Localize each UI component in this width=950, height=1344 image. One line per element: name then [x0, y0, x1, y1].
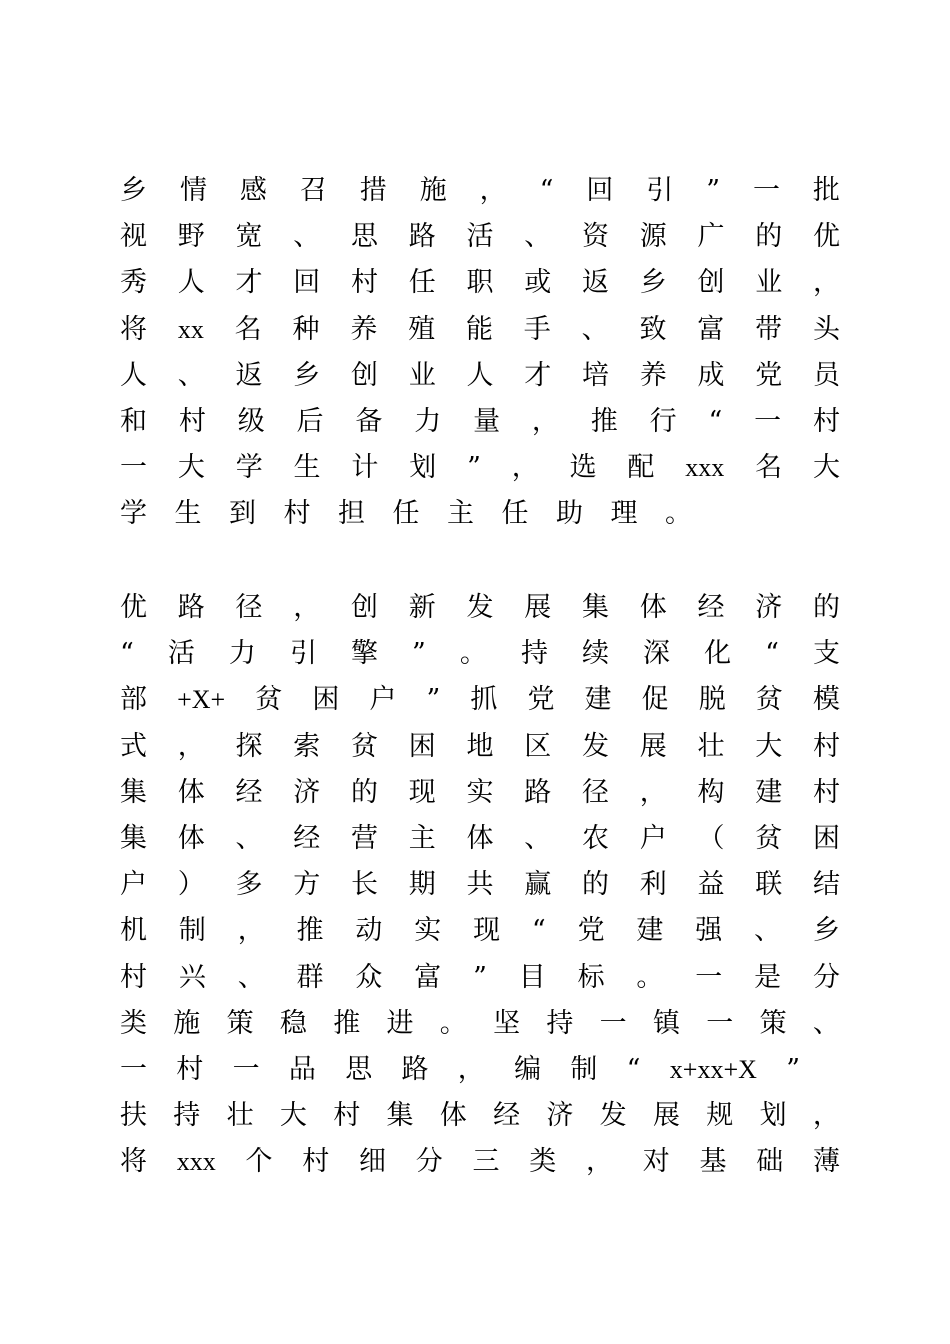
text-glyph: 召 — [299, 175, 327, 206]
text-glyph: 村 — [812, 405, 840, 437]
text-glyph: 大 — [812, 452, 840, 484]
text-glyph: 将 — [120, 1146, 147, 1178]
text-glyph: 制 — [178, 915, 206, 947]
text-glyph: 深 — [643, 638, 671, 670]
text-glyph: 生 — [174, 498, 202, 530]
text-glyph: 乡 — [120, 175, 147, 206]
text-glyph: 发 — [466, 592, 494, 623]
text-glyph: 一 — [752, 175, 780, 206]
text-glyph: 实 — [466, 776, 494, 808]
text-glyph: 的 — [582, 869, 609, 901]
text-glyph: 建 — [584, 684, 612, 716]
text-glyph: 区 — [524, 730, 552, 762]
text-glyph: 经 — [697, 592, 725, 623]
text-glyph: 村 — [120, 961, 147, 993]
text-glyph: 宽 — [235, 221, 263, 253]
text-glyph: 农 — [582, 822, 609, 854]
text-glyph: 划 — [759, 1100, 787, 1132]
text-glyph: 展 — [639, 730, 667, 762]
text-glyph: 大 — [177, 452, 205, 484]
text-glyph: 乡 — [812, 915, 840, 947]
text-glyph: 任 — [408, 267, 436, 299]
text-glyph: 机 — [120, 915, 147, 947]
text-glyph: 的 — [755, 221, 783, 253]
text-glyph: 是 — [754, 961, 782, 993]
text-glyph: 养 — [639, 359, 667, 391]
text-glyph: 将 — [120, 313, 147, 345]
text-line — [120, 307, 840, 353]
paragraph-2 — [120, 585, 840, 1185]
text-glyph: 推 — [590, 405, 618, 437]
text-glyph: 主 — [447, 498, 474, 530]
text-glyph: 稳 — [279, 1007, 307, 1039]
text-glyph: 的 — [813, 592, 840, 623]
text-glyph: 模 — [812, 684, 840, 716]
text-glyph: 、 — [754, 915, 782, 947]
text-line — [120, 353, 840, 399]
text-glyph: 广 — [697, 221, 725, 253]
text-glyph: 能 — [465, 313, 493, 345]
text-glyph: 任 — [392, 498, 420, 530]
text-glyph: 现 — [408, 776, 436, 808]
text-glyph: ， — [813, 267, 840, 299]
text-glyph: 村 — [333, 1100, 361, 1132]
text-glyph: 、 — [177, 359, 205, 391]
text-glyph: 动 — [355, 915, 383, 947]
text-glyph: +X+ — [177, 685, 226, 715]
text-line — [120, 1001, 840, 1047]
text-glyph: ， — [457, 1053, 485, 1085]
text-glyph: 强 — [695, 915, 723, 947]
text-glyph: 基 — [699, 1146, 727, 1178]
text-glyph: 理 — [610, 498, 638, 530]
text-glyph: 优 — [120, 592, 147, 623]
text-line — [120, 168, 840, 214]
text-line — [120, 724, 840, 770]
text-glyph: 手 — [523, 313, 551, 345]
text-glyph: 贫 — [755, 684, 783, 716]
text-glyph: 返 — [582, 267, 609, 299]
text-glyph: xx — [177, 314, 204, 344]
text-glyph: 户 — [120, 869, 147, 901]
text-glyph: 路 — [177, 592, 205, 623]
text-glyph: 村 — [178, 405, 206, 437]
text-glyph: 职 — [466, 267, 494, 299]
text-glyph: 种 — [292, 313, 320, 345]
text-glyph: 贫 — [255, 684, 283, 716]
text-glyph: 壮 — [697, 730, 725, 762]
text-glyph: ， — [177, 730, 205, 762]
text-line — [120, 908, 840, 954]
text-glyph: 。 — [459, 638, 487, 670]
text-glyph: 多 — [235, 869, 263, 901]
text-glyph: 促 — [641, 684, 669, 716]
text-glyph: 集 — [582, 592, 609, 623]
text-glyph: 困 — [408, 730, 436, 762]
text-glyph: 体 — [177, 822, 205, 854]
text-glyph: 后 — [296, 405, 324, 437]
text-glyph: 创 — [697, 267, 725, 299]
text-glyph: 村 — [813, 730, 840, 762]
text-glyph: 人 — [466, 359, 494, 391]
text-glyph: 编 — [514, 1053, 542, 1085]
text-glyph: 策 — [226, 1007, 254, 1039]
text-glyph: 才 — [235, 267, 263, 299]
text-glyph: 级 — [237, 405, 265, 437]
text-glyph: 探 — [235, 730, 263, 762]
text-glyph: 续 — [582, 638, 609, 670]
text-glyph: ， — [479, 175, 507, 206]
text-glyph: 一 — [120, 452, 147, 484]
text-glyph: 划 — [409, 452, 437, 484]
text-glyph: 施 — [173, 1007, 201, 1039]
text-glyph: 返 — [235, 359, 263, 391]
text-glyph: ” — [467, 452, 481, 484]
text-glyph: 体 — [439, 1100, 467, 1132]
text-glyph: 众 — [355, 961, 383, 993]
text-glyph: 建 — [636, 915, 664, 947]
text-glyph: 集 — [386, 1100, 414, 1132]
text-glyph: 规 — [706, 1100, 734, 1132]
text-glyph: 对 — [642, 1146, 670, 1178]
text-glyph: “ — [120, 638, 134, 670]
text-glyph: 营 — [351, 822, 378, 854]
text-glyph: 类 — [529, 1146, 557, 1178]
text-glyph: ） — [177, 869, 205, 901]
text-glyph: 经 — [293, 822, 321, 854]
text-glyph: 体 — [639, 592, 667, 623]
text-glyph: 活 — [466, 221, 494, 253]
text-glyph: 分 — [415, 1146, 443, 1178]
text-glyph: 方 — [293, 869, 321, 901]
text-glyph: 引 — [646, 175, 674, 206]
text-glyph: 力 — [228, 638, 256, 670]
text-glyph: 行 — [649, 405, 677, 437]
text-glyph: 资 — [582, 221, 609, 253]
text-glyph: 体 — [466, 822, 494, 854]
text-glyph: 济 — [293, 776, 321, 808]
text-glyph: 路 — [524, 776, 552, 808]
text-glyph: 薄 — [813, 1146, 840, 1178]
text-glyph: 成 — [697, 359, 725, 391]
text-glyph: 村 — [176, 1053, 204, 1085]
text-glyph: 展 — [652, 1100, 680, 1132]
text-glyph: 一 — [754, 405, 782, 437]
text-glyph: 优 — [813, 221, 840, 253]
text-glyph: 化 — [704, 638, 732, 670]
text-glyph: 路 — [401, 1053, 429, 1085]
text-line — [120, 770, 840, 816]
text-glyph: 学 — [235, 452, 263, 484]
text-glyph: 。 — [636, 961, 664, 993]
text-glyph: 、 — [524, 822, 552, 854]
text-glyph: 计 — [351, 452, 379, 484]
text-glyph: 主 — [408, 822, 436, 854]
text-glyph: 赢 — [524, 869, 552, 901]
text-glyph: 进 — [386, 1007, 414, 1039]
text-glyph: ” — [473, 961, 487, 993]
text-glyph: 殖 — [408, 313, 436, 345]
text-glyph: ， — [293, 592, 321, 623]
text-glyph: xxx — [685, 453, 725, 483]
text-glyph: 富 — [697, 313, 725, 345]
text-glyph: 名 — [234, 313, 262, 345]
text-glyph: 学 — [120, 498, 147, 530]
text-glyph: 感 — [239, 175, 267, 206]
text-glyph: 带 — [755, 313, 783, 345]
text-glyph: 一 — [695, 961, 723, 993]
text-glyph: “ — [708, 405, 723, 437]
text-glyph: 一 — [599, 1007, 627, 1039]
text-glyph: 推 — [296, 915, 324, 947]
text-glyph: 发 — [599, 1100, 627, 1132]
text-glyph: 群 — [296, 961, 324, 993]
text-glyph: 径 — [582, 776, 609, 808]
text-glyph: 济 — [755, 592, 783, 623]
text-glyph: 困 — [312, 684, 340, 716]
text-glyph: 一 — [232, 1053, 260, 1085]
text-glyph: 部 — [120, 684, 147, 716]
text-glyph: “ — [626, 1053, 641, 1085]
text-glyph: 力 — [414, 405, 442, 437]
text-glyph: 镇 — [652, 1007, 680, 1039]
text-glyph: 利 — [639, 869, 667, 901]
text-glyph: 构 — [697, 776, 725, 808]
text-glyph: 养 — [350, 313, 378, 345]
text-glyph: ， — [639, 776, 667, 808]
text-glyph: 坚 — [493, 1007, 521, 1039]
text-glyph: 员 — [813, 359, 840, 391]
text-glyph: 长 — [351, 869, 378, 901]
text-glyph: 选 — [569, 452, 597, 484]
text-glyph: xxx — [176, 1147, 216, 1177]
text-glyph: 益 — [697, 869, 725, 901]
text-glyph: 秀 — [120, 267, 147, 299]
text-glyph: 现 — [473, 915, 501, 947]
text-glyph: 村 — [351, 267, 378, 299]
text-glyph: 或 — [524, 267, 552, 299]
text-glyph: 批 — [812, 175, 840, 206]
text-glyph: 回 — [586, 175, 614, 206]
text-glyph: ， — [586, 1146, 613, 1178]
text-glyph: 生 — [293, 452, 321, 484]
text-glyph: 脱 — [698, 684, 726, 716]
text-glyph: 抓 — [470, 684, 498, 716]
text-glyph: 乡 — [639, 267, 667, 299]
text-glyph: 建 — [755, 776, 783, 808]
text-glyph: 党 — [755, 359, 783, 391]
text-glyph: 集 — [120, 822, 147, 854]
text-glyph: 党 — [527, 684, 555, 716]
text-glyph: 思 — [345, 1053, 373, 1085]
text-glyph: 施 — [419, 175, 447, 206]
text-glyph: ” — [426, 684, 441, 716]
text-glyph: 济 — [546, 1100, 574, 1132]
text-glyph: 、 — [237, 961, 265, 993]
text-glyph: 目 — [518, 961, 546, 993]
text-glyph: 配 — [627, 452, 655, 484]
text-glyph: 持 — [546, 1007, 574, 1039]
text-glyph: 备 — [355, 405, 383, 437]
text-line — [120, 1047, 800, 1093]
text-glyph: 情 — [179, 175, 207, 206]
text-glyph: 到 — [229, 498, 256, 530]
text-glyph: 个 — [245, 1146, 273, 1178]
text-glyph: 持 — [520, 638, 548, 670]
text-line — [120, 445, 840, 491]
text-glyph: 标 — [577, 961, 605, 993]
text-glyph: 扶 — [120, 1100, 147, 1132]
text-glyph: 源 — [639, 221, 667, 253]
text-glyph: 才 — [524, 359, 552, 391]
text-glyph: 细 — [359, 1146, 386, 1178]
text-glyph: 索 — [293, 730, 321, 762]
text-glyph: 一 — [120, 1053, 147, 1085]
text-glyph: 名 — [755, 452, 783, 484]
text-glyph: （ — [697, 822, 725, 854]
text-line — [120, 955, 840, 1001]
text-glyph: 创 — [351, 359, 378, 391]
text-glyph: 业 — [408, 359, 436, 391]
text-line — [120, 214, 840, 260]
text-glyph: 径 — [235, 592, 263, 623]
text-glyph: 、 — [524, 221, 552, 253]
text-glyph: 一 — [706, 1007, 734, 1039]
text-glyph: 措 — [359, 175, 387, 206]
text-glyph: x+xx+X — [669, 1054, 757, 1084]
text-glyph: ” — [706, 175, 720, 206]
text-glyph: 新 — [408, 592, 436, 623]
text-line — [120, 585, 840, 631]
text-line — [120, 260, 840, 306]
text-glyph: ” — [412, 638, 426, 670]
text-glyph: 品 — [288, 1053, 316, 1085]
text-glyph: “ — [765, 638, 779, 670]
text-glyph: 期 — [408, 869, 436, 901]
text-glyph: 支 — [813, 638, 840, 670]
text-glyph: 地 — [466, 730, 494, 762]
text-glyph: 、 — [235, 822, 263, 854]
text-glyph: 贫 — [351, 730, 378, 762]
text-glyph: 人 — [177, 267, 205, 299]
text-glyph: ， — [511, 452, 539, 484]
text-glyph: 制 — [570, 1053, 598, 1085]
text-glyph: 村 — [302, 1146, 330, 1178]
text-line — [120, 1093, 840, 1139]
text-glyph: 致 — [639, 313, 667, 345]
text-glyph: 壮 — [226, 1100, 254, 1132]
text-line — [120, 816, 840, 862]
text-glyph: 量 — [473, 405, 501, 437]
text-glyph: 联 — [755, 869, 783, 901]
text-line — [120, 631, 840, 677]
text-glyph: ， — [812, 1100, 840, 1132]
text-glyph: 和 — [120, 405, 147, 437]
text-glyph: 。 — [665, 498, 692, 530]
text-glyph: 乡 — [293, 359, 321, 391]
text-glyph: 擎 — [351, 638, 378, 670]
text-glyph: “ — [539, 175, 554, 206]
text-glyph: 任 — [501, 498, 529, 530]
text-glyph: 视 — [120, 221, 147, 253]
text-glyph: 创 — [351, 592, 378, 623]
paragraph-1 — [120, 168, 840, 538]
text-glyph: 头 — [812, 313, 840, 345]
text-glyph: 发 — [582, 730, 609, 762]
text-glyph: 经 — [493, 1100, 521, 1132]
text-glyph: 式 — [120, 730, 147, 762]
text-glyph: 野 — [177, 221, 205, 253]
text-glyph: 村 — [283, 498, 311, 530]
text-glyph: 、 — [293, 221, 321, 253]
text-glyph: 实 — [414, 915, 442, 947]
text-glyph: “ — [531, 915, 546, 947]
text-glyph: 结 — [813, 869, 840, 901]
text-glyph: 活 — [167, 638, 195, 670]
text-glyph: 贫 — [755, 822, 783, 854]
text-glyph: 党 — [577, 915, 605, 947]
text-glyph: 培 — [582, 359, 609, 391]
text-glyph: 路 — [408, 221, 436, 253]
text-glyph: 思 — [351, 221, 378, 253]
text-glyph: 共 — [466, 869, 494, 901]
text-glyph: 富 — [414, 961, 442, 993]
text-glyph: 引 — [289, 638, 317, 670]
text-glyph: 助 — [556, 498, 583, 530]
text-glyph: 三 — [472, 1146, 500, 1178]
text-glyph: 分 — [812, 961, 840, 993]
text-line — [120, 491, 840, 537]
text-glyph: 困 — [813, 822, 840, 854]
text-glyph: 、 — [812, 1007, 840, 1039]
text-glyph: 、 — [581, 313, 609, 345]
text-glyph: 兴 — [178, 961, 206, 993]
text-glyph: 担 — [338, 498, 365, 530]
text-glyph: 大 — [279, 1100, 307, 1132]
text-glyph: 大 — [755, 730, 783, 762]
text-glyph: 户 — [639, 822, 667, 854]
text-glyph: 的 — [351, 776, 378, 808]
text-glyph: 。 — [439, 1007, 467, 1039]
text-line — [120, 862, 840, 908]
text-line — [120, 677, 840, 723]
text-glyph: 持 — [173, 1100, 201, 1132]
text-glyph: 回 — [293, 267, 321, 299]
text-glyph: ” — [786, 1053, 800, 1085]
text-glyph: ， — [237, 915, 265, 947]
text-glyph: ， — [531, 405, 559, 437]
text-glyph: 户 — [369, 684, 397, 716]
text-line — [120, 399, 840, 445]
text-glyph: 集 — [120, 776, 147, 808]
text-glyph: 村 — [813, 776, 840, 808]
text-glyph: 人 — [120, 359, 147, 391]
text-glyph: 推 — [333, 1007, 361, 1039]
text-glyph: 础 — [756, 1146, 784, 1178]
text-glyph: 策 — [759, 1007, 787, 1039]
text-line — [120, 1139, 840, 1185]
text-glyph: 业 — [755, 267, 783, 299]
text-glyph: 类 — [120, 1007, 147, 1039]
text-glyph: 展 — [524, 592, 552, 623]
text-glyph: 体 — [177, 776, 205, 808]
text-glyph: 经 — [235, 776, 263, 808]
